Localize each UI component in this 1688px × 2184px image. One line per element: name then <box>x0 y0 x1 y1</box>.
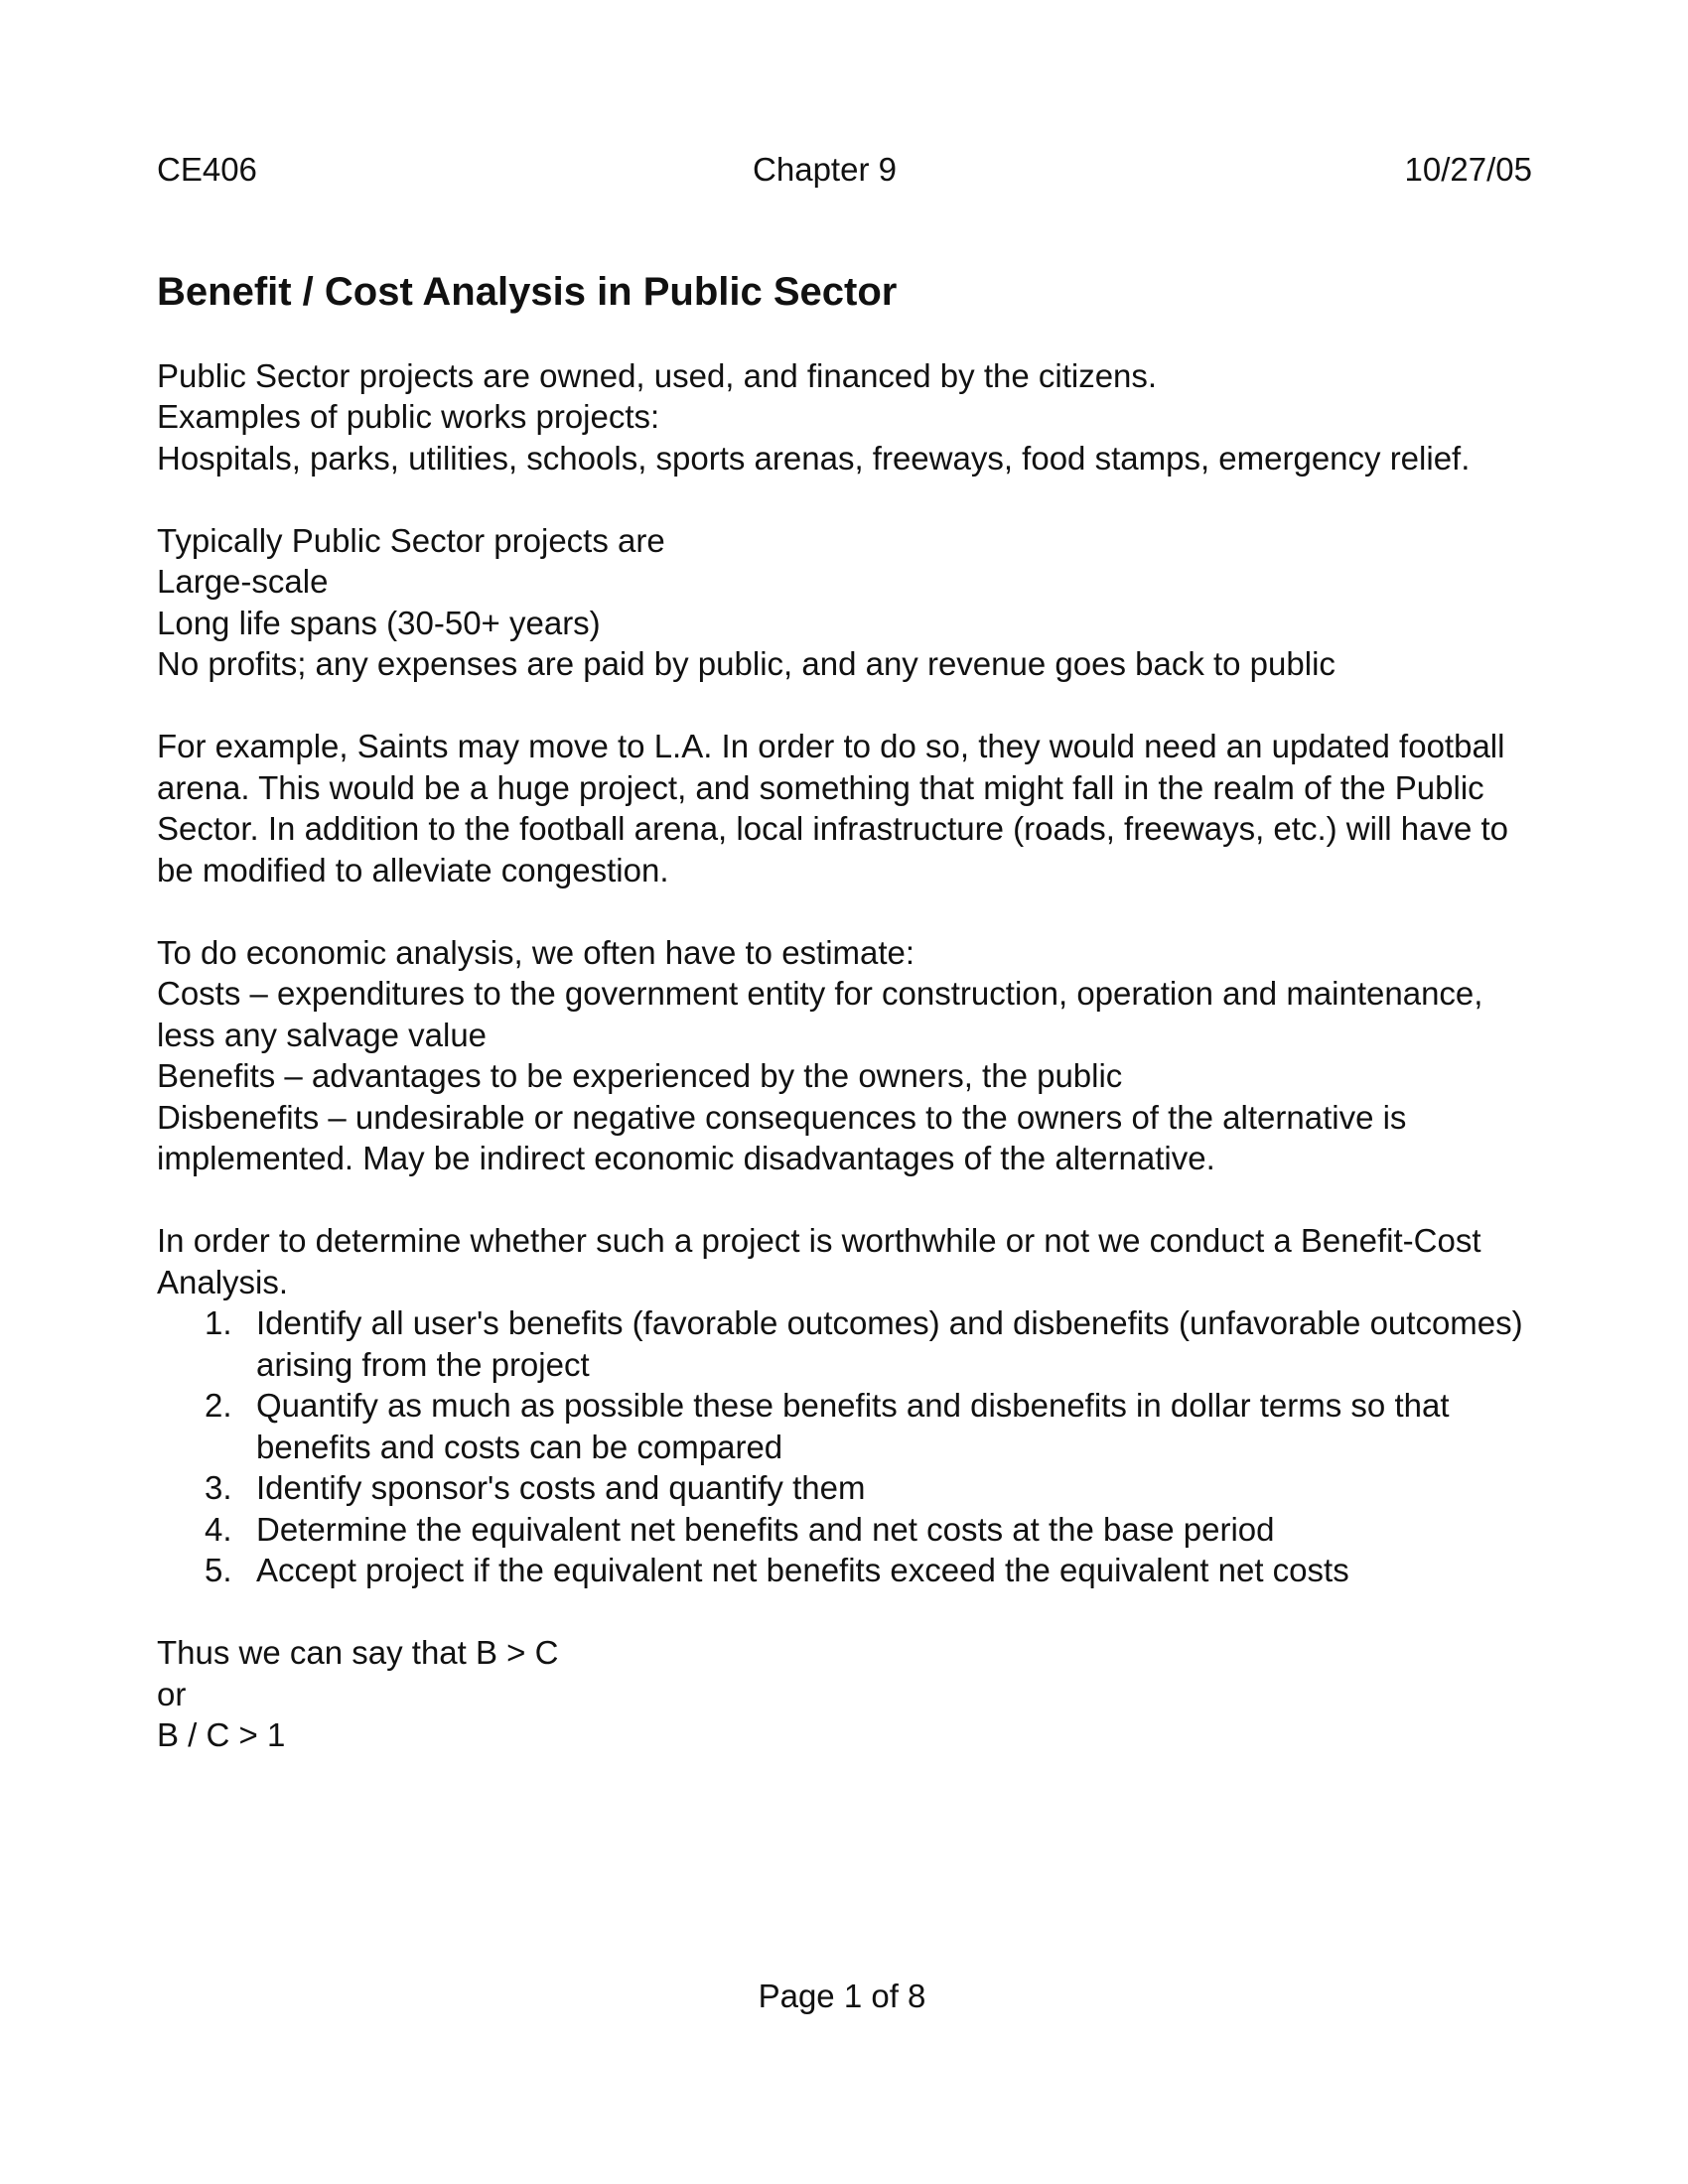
document-page <box>157 149 1532 1756</box>
estimate-paragraph <box>157 932 1532 1179</box>
list-item <box>157 1509 1532 1551</box>
estimate-line: Benefits – advantages to be experienced by the owners, the public <box>157 1057 1123 1094</box>
list-item <box>157 1467 1532 1509</box>
analysis-intro: In order to determine whether such a project is worthwhile or not we conduct a Benefit-Cost Analysis. <box>157 1222 1481 1300</box>
conclusion-line: B / C > 1 <box>157 1716 286 1753</box>
step-number: 5. <box>205 1552 232 1588</box>
conclusion-paragraph <box>157 1632 1532 1756</box>
typical-line: Long life spans (30-50+ years) <box>157 604 601 641</box>
header-date: 10/27/05 <box>1404 151 1532 188</box>
document-title: Benefit / Cost Analysis in Public Sector <box>157 269 898 314</box>
intro-line: Examples of public works projects: <box>157 398 660 435</box>
typical-line: Typically Public Sector projects are <box>157 521 665 559</box>
steps-list <box>157 1302 1532 1591</box>
list-item <box>157 1302 1532 1385</box>
conclusion-line: Thus we can say that B > C <box>157 1634 559 1671</box>
course-code: CE406 <box>157 151 257 188</box>
step-number: 1. <box>205 1304 232 1341</box>
step-text: Identify all user's benefits (favorable outcomes) and disbenefits (unfavorable outcomes) arising from the project <box>256 1304 1523 1383</box>
step-text: Determine the equivalent net benefits and net costs at the base period <box>256 1510 1275 1548</box>
step-number: 4. <box>205 1510 232 1548</box>
step-number: 2. <box>205 1387 232 1424</box>
step-text: Identify sponsor's costs and quantify them <box>256 1469 866 1506</box>
estimate-line: Costs – expenditures to the government entity for construction, operation and maintenance, less any salvage value <box>157 975 1483 1053</box>
typical-paragraph <box>157 520 1532 685</box>
page-header <box>157 149 1532 191</box>
analysis-paragraph <box>157 1220 1532 1591</box>
estimate-line: To do economic analysis, we often have to estimate: <box>157 933 915 971</box>
step-number: 3. <box>205 1469 232 1506</box>
typical-line: Large-scale <box>157 563 329 600</box>
intro-paragraph <box>157 355 1532 479</box>
intro-line: Public Sector projects are owned, used, and financed by the citizens. <box>157 356 1158 394</box>
estimate-line: Disbenefits – undesirable or negative consequences to the owners of the alternative is implemented. May be indirect economic disadvantages of the alternative. <box>157 1098 1407 1176</box>
page-number: Page 1 of 8 <box>758 1978 926 2014</box>
intro-line: Hospitals, parks, utilities, schools, sports arenas, freeways, food stamps, emergency relief. <box>157 439 1471 477</box>
step-text: Accept project if the equivalent net benefits exceed the equivalent net costs <box>256 1552 1349 1588</box>
example-paragraph: For example, Saints may move to L.A. In order to do so, they would need an updated football arena. This would be a huge project, and something that might fall in the realm of the Public Sector. In addition to the football arena, local infrastructure (roads, freeways, etc.) will have to be modified to alleviate congestion. <box>157 728 1509 888</box>
step-text: Quantify as much as possible these benefits and disbenefits in dollar terms so that benefits and costs can be compared <box>256 1387 1450 1465</box>
list-item <box>157 1385 1532 1467</box>
typical-line: No profits; any expenses are paid by public, and any revenue goes back to public <box>157 645 1336 682</box>
chapter-label: Chapter 9 <box>753 151 897 188</box>
conclusion-line: or <box>157 1675 187 1712</box>
list-item <box>157 1550 1532 1591</box>
